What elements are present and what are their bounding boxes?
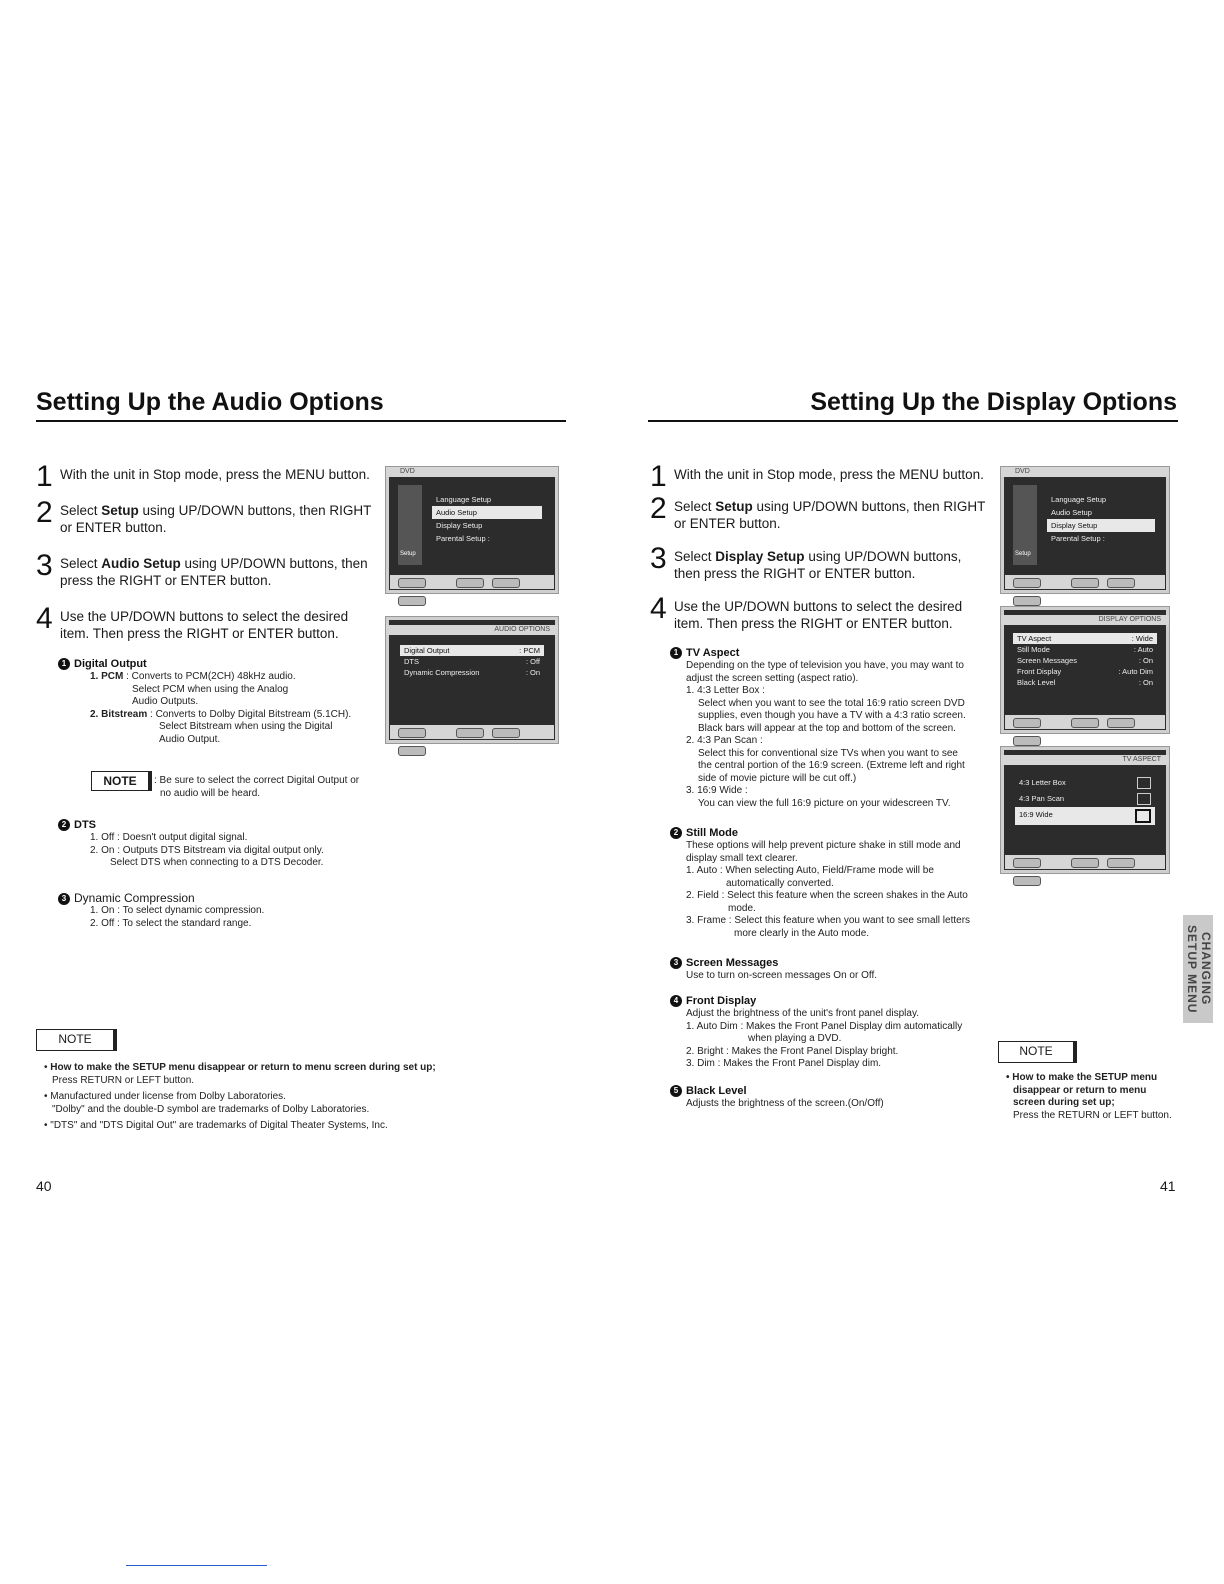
step-number: 4 xyxy=(36,602,53,635)
inline-note-text: : Be sure to select the correct Digital Output or no audio will be heard. xyxy=(154,775,360,799)
right-page-number: 41 xyxy=(1160,1178,1176,1194)
number-bullet-icon: 1 xyxy=(58,658,70,670)
bottom-link-line xyxy=(126,1565,267,1566)
left-step-3: 3 Select Audio Setup using UP/DOWN buttons, then press the RIGHT or ENTER button. xyxy=(36,549,368,588)
radio-icon xyxy=(1137,793,1151,805)
number-bullet-icon: 1 xyxy=(670,647,682,659)
still-mode-section: 2 Still Mode These options will help prevent picture shake in still mode and display small text clearer. 1. Auto : When selecting Auto, Field/Frame mode will be automatically converted. 2. Field : Select this feature when the screen shakes in the Auto mode. 3. Frame : Select this feature when you want to see small letters more clearly in the Auto mode. xyxy=(670,826,995,940)
osd-footer xyxy=(390,575,554,589)
osd-menu-item: Language Setup xyxy=(436,495,492,504)
setup-side-label: Setup xyxy=(400,551,416,557)
left-page-number: 40 xyxy=(36,1178,52,1194)
radio-icon xyxy=(1137,777,1151,789)
dvd-label: DVD xyxy=(386,467,558,477)
note-badge: NOTE xyxy=(36,1029,117,1051)
tv-aspect-section: 1 TV Aspect Depending on the type of television you have, you may want to adjust the screen setting (aspect ratio). 1. 4:3 Letter Box : Select when you want to see the total 16:9 ratio screen DVD supplies, even though you have a TV with a 4:3 ratio screen. Black bars will appear at the top and bottom of the screen. 2. 4:3 Pan Scan : Select this for conventional size TVs when you want to see the central portion of the 16:9 screen. (Extreme left and right side of movie picture will be cut off.) 3. 16:9 Wide : You can view the full 16:9 picture on your widescreen TV. xyxy=(670,646,995,810)
tv-aspect-screenshot: TV ASPECT 4:3 Letter Box 4:3 Pan Scan 16:9 Wide xyxy=(1000,746,1170,874)
left-note-list: • How to make the SETUP menu disappear or return to menu screen during set up; Press RETURN or LEFT button. • Manufactured under license from Dolby Laboratories. "Dolby" and the double-D symbol are trademarks of Dolby Laboratories. • "DTS" and "DTS Digital Out" are trademarks of Digital Theater Systems, Inc. xyxy=(44,1062,436,1131)
left-step-2: 2 Select Setup using UP/DOWN buttons, then RIGHT or ENTER button. xyxy=(36,496,372,535)
step-number: 1 xyxy=(36,460,53,493)
right-step-4: 4 Use the UP/DOWN buttons to select the desired item. Then press the RIGHT or ENTER button. xyxy=(650,592,963,631)
setup-menu-screenshot xyxy=(385,466,559,594)
note-badge: NOTE xyxy=(998,1041,1077,1063)
osd-menu-item: Display Setup xyxy=(436,521,483,530)
step-number: 2 xyxy=(36,496,53,529)
right-step-1: 1 With the unit in Stop mode, press the MENU button. xyxy=(650,460,984,493)
dynamic-compression-section: 3 Dynamic Compression 1. On : To select dynamic compression. 2. Off : To select the standard range. xyxy=(58,891,398,930)
inline-note-badge: NOTE xyxy=(91,771,152,791)
right-step-3: 3 Select Display Setup using UP/DOWN buttons, then press the RIGHT or ENTER button. xyxy=(650,542,962,581)
number-bullet-icon: 3 xyxy=(670,957,682,969)
right-step-2: 2 Select Setup using UP/DOWN buttons, then RIGHT or ENTER button. xyxy=(650,492,986,531)
digital-output-section: 1 Digital Output 1. PCM : Converts to PCM(2CH) 48kHz audio. Select PCM when using the Analog Audio Outputs. 2. Bitstream : Converts to Dolby Digital Bitstream (5.1CH). Select Bitstream when using the Digital Audio Output. xyxy=(58,657,388,746)
left-page-title: Setting Up the Audio Options xyxy=(36,388,384,416)
step-number: 3 xyxy=(36,549,53,582)
front-display-section: 4 Front Display Adjust the brightness of the unit's front panel display. 1. Auto Dim : Makes the Front Panel Display dim automatically when playing a DVD. 2. Bright : Makes the Front Panel Display bright. 3. Dim : Makes the Front Panel Display dim. xyxy=(670,994,995,1071)
audio-options-screenshot: AUDIO OPTIONS Digital Output : PCM DTS : Off Dynamic Compression : On xyxy=(385,616,559,744)
right-page-title: Setting Up the Display Options xyxy=(810,388,1177,416)
osd-menu-item: Parental Setup : xyxy=(436,534,490,543)
right-note-text: • How to make the SETUP menu disappear or return to menu screen during set up; Press the RETURN or LEFT button. xyxy=(1006,1072,1172,1121)
number-bullet-icon: 4 xyxy=(670,995,682,1007)
section-side-tab: CHANGING SETUP MENU xyxy=(1183,915,1213,1023)
dvd-label: DVD xyxy=(1001,467,1169,477)
left-step-4: 4 Use the UP/DOWN buttons to select the desired item. Then press the RIGHT or ENTER button. xyxy=(36,602,349,641)
left-step-1 xyxy=(36,460,376,493)
osd-title: AUDIO OPTIONS xyxy=(386,625,558,635)
radio-selected-icon xyxy=(1135,809,1151,823)
right-title-rule xyxy=(648,420,1178,422)
number-bullet-icon: 2 xyxy=(58,819,70,831)
dts-section: 2 DTS 1. Off : Doesn't output digital signal. 2. On : Outputs DTS Bitstream via digital output only. Select DTS when connecting to a DTS Decoder. xyxy=(58,818,398,870)
number-bullet-icon: 2 xyxy=(670,827,682,839)
setup-side-label: Setup xyxy=(1015,551,1031,557)
setup-menu-screenshot: DVD Setup Language Setup Audio Setup Display Setup Parental Setup : xyxy=(1000,466,1170,594)
number-bullet-icon: 3 xyxy=(58,893,70,905)
display-options-screenshot: DISPLAY OPTIONS TV Aspect : Wide Still Mode : Auto Screen Messages : On Front Display : Auto Dim Black Level : On xyxy=(1000,606,1170,734)
screen-messages-section: 3 Screen Messages Use to turn on-screen messages On or Off. xyxy=(670,956,995,983)
number-bullet-icon: 5 xyxy=(670,1085,682,1097)
osd-menu-item-selected: Audio Setup xyxy=(432,506,542,519)
black-level-section: 5 Black Level Adjusts the brightness of the screen.(On/Off) xyxy=(670,1084,995,1111)
step-text: With the unit in Stop mode, press the MENU button. xyxy=(60,467,370,482)
left-title-rule xyxy=(36,420,566,422)
